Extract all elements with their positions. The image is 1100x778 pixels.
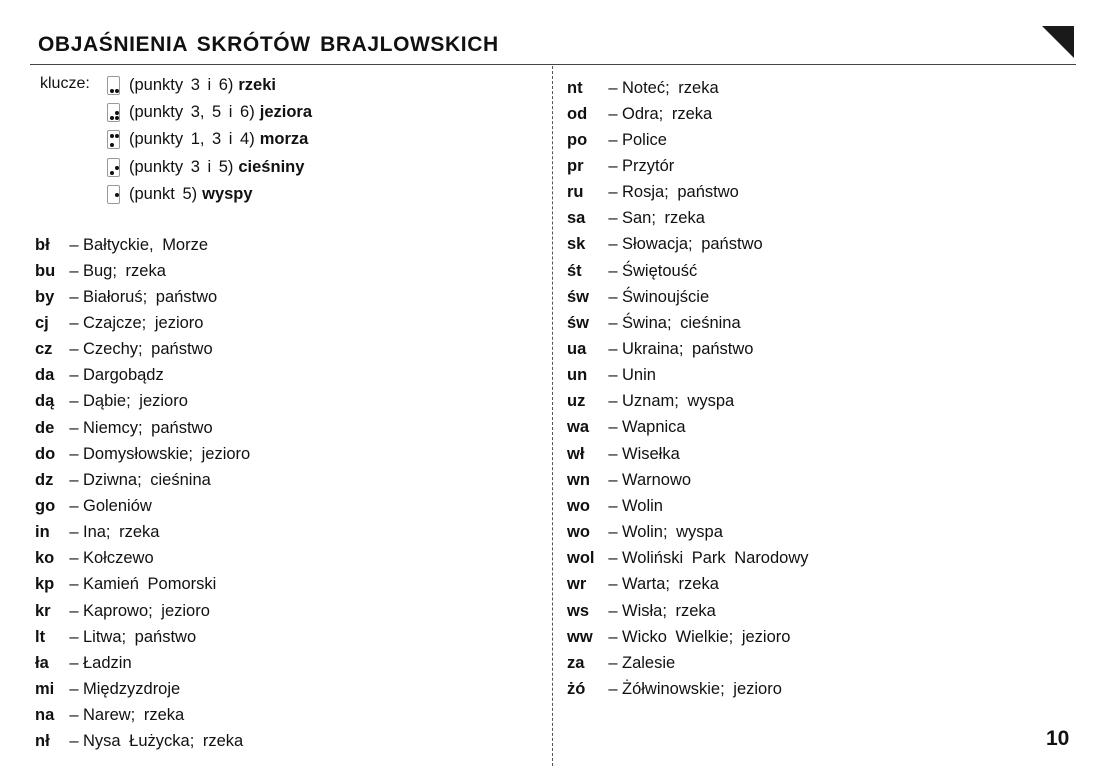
description: Wolin [622,496,663,515]
key-name: wyspy [202,184,253,203]
dash-separator: – [69,497,79,515]
dash-separator: – [69,680,79,699]
abbreviation: dz [35,470,54,489]
description: Noteć; rzeka [622,78,719,97]
braille-dot [110,89,114,93]
list-item [567,208,705,230]
dash-separator: – [608,130,618,149]
abbreviation: do [35,444,56,463]
dash-separator: – [69,392,79,411]
dash-separator: – [608,418,618,437]
description: Ina; rzeka [83,523,160,542]
braille-dot [110,116,114,120]
dash-separator: – [69,601,79,620]
description: Niemcy; państwo [83,418,213,437]
abbreviation: nt [567,78,583,97]
abbreviation: in [35,523,50,542]
key-name: cieśniny [238,157,305,176]
abbreviation: za [567,653,585,672]
description: Słowacja; państwo [622,235,763,254]
list-item [567,365,656,387]
description: Ładzin [83,653,132,672]
description: Nysa Łużycka; rzeka [83,732,244,751]
list-item [567,600,716,622]
dash-separator: – [69,470,79,489]
abbreviation: wr [567,575,587,594]
description: Police [622,130,667,149]
list-item [35,522,159,544]
abbreviation: po [567,130,588,149]
braille-cell-icon [107,130,120,149]
list-item [35,548,154,570]
description: Warnowo [622,470,692,489]
abbreviation: ru [567,183,584,202]
abbreviation: św [567,313,590,332]
description: Unin [622,366,656,385]
description: Czajcze; jezioro [83,313,204,332]
braille-cell-icon [107,185,120,204]
description: Odra; rzeka [622,104,713,123]
abbreviation: św [567,287,590,306]
description: Międzyzdroje [83,680,181,699]
description: Przytór [622,156,675,175]
list-item [35,365,164,387]
list-item [35,626,196,648]
description: Narew; rzeka [83,706,185,725]
key-name: rzeki [238,75,276,94]
description: Litwa; państwo [83,627,197,646]
description: Świna; cieśnina [622,313,741,332]
dash-separator: – [608,523,618,542]
abbreviation: de [35,418,55,437]
key-name: jeziora [259,102,313,121]
dash-separator: – [69,287,79,306]
key-row [107,102,312,122]
braille-dot [115,134,119,138]
description: Świętouść [622,261,698,280]
abbreviation: żó [567,679,586,698]
key-name: morza [259,129,309,148]
abbreviation: wo [567,523,590,542]
abbreviation: wol [567,549,595,568]
braille-dot [110,171,114,175]
dash-separator: – [608,104,618,123]
dash-separator: – [69,523,79,542]
dash-separator: – [608,366,618,385]
abbreviation: śt [567,261,582,280]
dash-separator: – [69,340,79,359]
abbreviation: nł [35,732,50,751]
abbreviation: dą [35,392,55,411]
description: Świnoujście [622,287,710,306]
list-item [567,339,753,361]
dash-separator: – [608,78,618,97]
abbreviation: ko [35,549,55,568]
dash-separator: – [69,418,79,437]
description: Dąbie; jezioro [83,392,188,411]
list-item [567,678,782,700]
dash-separator: – [608,209,618,228]
abbreviation: cj [35,313,49,332]
keys-label: klucze: [40,75,90,92]
abbreviation: ws [567,601,590,620]
dash-separator: – [69,732,79,751]
list-item [567,103,712,125]
dash-separator: – [608,601,618,620]
list-item [35,731,243,753]
list-item [35,600,210,622]
dash-separator: – [608,340,618,358]
header-rule [30,64,1076,65]
description: Kamień Pomorski [83,575,217,594]
braille-dot [110,143,114,147]
abbreviation: wn [567,470,590,489]
description: Wisełka [622,444,680,463]
list-item [567,182,739,204]
abbreviation: kp [35,575,55,594]
dash-separator: – [69,313,79,332]
key-points: (punkty 3, 5 i 6) [129,102,255,121]
list-item [35,469,211,491]
abbreviation: sa [567,209,586,228]
list-item [567,626,790,648]
list-item [567,286,709,308]
dash-separator: – [608,627,618,646]
description: Rosja; państwo [622,183,739,202]
dash-separator: – [608,183,618,202]
description: Wisła; rzeka [622,601,716,620]
abbreviation: mi [35,680,55,699]
description: Czechy; państwo [83,340,213,359]
list-item [567,469,691,491]
list-item [567,443,680,465]
abbreviation: ua [567,340,587,358]
dash-separator: – [608,444,618,463]
key-points: (punkt 5) [129,184,198,203]
list-item [35,260,166,282]
list-item [567,417,686,439]
description: Zalesie [622,653,676,672]
corner-triangle-mark [1042,26,1074,58]
dash-separator: – [608,496,618,515]
list-item [567,548,809,570]
dash-separator: – [69,444,79,463]
description: Woliński Park Narodowy [622,549,809,568]
dash-separator: – [608,392,618,411]
list-item [35,496,152,518]
abbreviation: uz [567,392,586,411]
description: Dargobądz [83,366,164,385]
dash-separator: – [69,706,79,725]
list-item [35,574,216,596]
list-item [35,679,180,701]
abbreviation: pr [567,156,584,175]
list-item [35,391,188,413]
abbreviation: na [35,706,55,725]
list-item [567,234,763,256]
description: Żółwinowskie; jezioro [622,679,782,698]
list-item [35,286,217,308]
list-item [567,522,723,544]
list-item [35,312,203,334]
description: San; rzeka [622,209,705,228]
list-item [567,260,697,282]
key-points: (punkty 3 i 6) [129,75,234,94]
abbreviation: od [567,104,588,123]
abbreviation: ła [35,653,49,672]
dash-separator: – [608,653,618,672]
list-item [567,574,719,596]
key-row [107,157,304,177]
braille-cell-icon [107,76,120,95]
abbreviation: ww [567,627,593,646]
dash-separator: – [608,575,618,594]
abbreviation: wa [567,418,590,437]
abbreviation: wł [567,444,585,463]
dash-separator: – [69,366,79,385]
braille-dot [115,166,119,170]
abbreviation: da [35,366,55,385]
dash-separator: – [608,549,618,568]
abbreviation: go [35,497,56,515]
dash-separator: – [69,575,79,594]
braille-cell-icon [107,103,120,122]
key-row [107,129,308,149]
description: Wolin; wyspa [622,523,723,542]
key-row [107,75,276,95]
description: Kaprowo; jezioro [83,601,210,620]
description: Wicko Wielkie; jezioro [622,627,791,646]
dash-separator: – [608,235,618,254]
list-item [35,443,250,465]
page-number: 10 [1046,727,1070,750]
description: Bug; rzeka [83,261,166,280]
abbreviation: by [35,287,55,306]
list-item [35,652,132,674]
braille-dot [115,89,119,93]
description: Domysłowskie; jezioro [83,444,251,463]
list-item [567,77,719,99]
braille-dot [115,111,119,115]
dash-separator: – [69,549,79,568]
braille-dot [115,116,119,120]
braille-dot [110,134,114,138]
dash-separator: – [69,653,79,672]
page-title: OBJAŚNIENIA SKRÓTÓW BRAJLOWSKICH [38,33,499,56]
abbreviation: wo [567,496,590,515]
list-item [567,129,667,151]
list-item [567,495,663,517]
list-item [567,312,741,334]
dash-separator: – [608,287,618,306]
abbreviation: lt [35,627,46,646]
abbreviation: cz [35,340,53,359]
list-item [35,234,208,256]
list-item [35,705,184,727]
key-points: (punkty 3 i 5) [129,157,234,176]
dash-separator: – [608,679,618,698]
description: Bałtyckie, Morze [83,235,209,254]
list-item [567,155,674,177]
dash-separator: – [69,235,79,254]
braille-dot [115,193,119,197]
column-divider [552,66,553,766]
key-row [107,184,253,204]
dash-separator: – [608,313,618,332]
description: Kołczewo [83,549,154,568]
list-item [567,391,734,413]
description: Dziwna; cieśnina [83,470,211,489]
dash-separator: – [608,470,618,489]
braille-cell-icon [107,158,120,177]
list-item [35,417,213,439]
abbreviation: bł [35,235,50,254]
list-item [567,652,675,674]
abbreviation: sk [567,235,586,254]
abbreviation: bu [35,261,56,280]
abbreviation: kr [35,601,51,620]
dash-separator: – [608,156,618,175]
description: Ukraina; państwo [622,340,754,358]
description: Warta; rzeka [622,575,719,594]
dash-separator: – [608,261,618,280]
dash-separator: – [69,627,79,646]
description: Wapnica [622,418,686,437]
description: Uznam; wyspa [622,392,735,411]
abbreviation: un [567,366,588,385]
dash-separator: – [69,261,79,280]
key-points: (punkty 1, 3 i 4) [129,129,255,148]
description: Goleniów [83,497,152,515]
list-item [35,339,213,361]
description: Białoruś; państwo [83,287,218,306]
